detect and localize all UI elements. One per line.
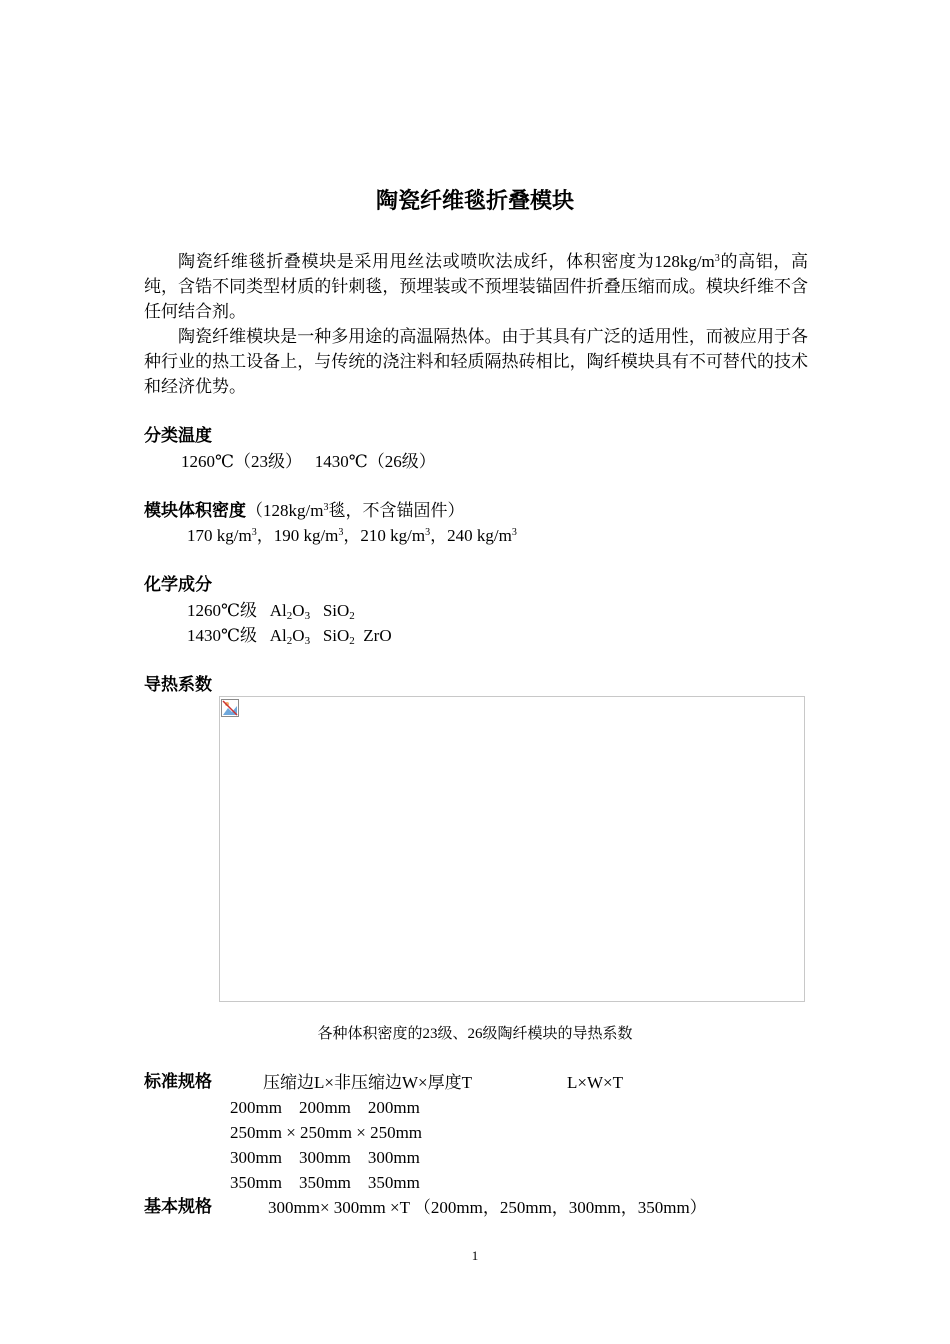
conductivity-heading: 导热系数 <box>144 675 212 695</box>
spec-row-4: 350mm 350mm 350mm <box>230 1173 420 1192</box>
conductivity-image-placeholder <box>219 696 805 1002</box>
density-value-1-sup: 3 <box>251 527 257 538</box>
al-symbol: Al <box>269 601 287 620</box>
density-value-3: 210 kg/m <box>360 526 426 545</box>
intro-paragraph-2: 陶瓷纤维模块是一种多用途的高温隔热体。由于其具有广泛的适用性，而被应用于各种行业的热工设备上，与传统的浇注料和轻质隔热砖相比，陶纤模块具有不可替代的技术和经济优势。 <box>144 327 808 396</box>
classification-heading: 分类温度 <box>144 426 212 446</box>
spec-row-3: 300mm 300mm 300mm <box>230 1148 420 1167</box>
basic-spec-heading: 基本规格 <box>144 1197 212 1217</box>
al-subscript-2: 2 <box>286 635 293 647</box>
density-note <box>246 501 464 520</box>
density-note-a: （128kg/m <box>246 501 324 520</box>
alumina-formula <box>270 601 310 620</box>
density-value-1: 170 kg/m <box>187 526 252 545</box>
alumina-formula-2 <box>270 626 310 645</box>
figure-caption: 各种体积密度的23级、26级陶纤模块的导热系数 <box>317 1026 633 1042</box>
density-heading-line <box>144 498 464 524</box>
intro-p1-text-a: 陶瓷纤维毯折叠模块是采用甩丝法或喷吹法成纤，体积密度为128kg/m <box>178 252 715 271</box>
density-note-b: 毯，不含锚固件） <box>328 501 465 520</box>
density-values <box>187 523 517 548</box>
density-sep-3: ， <box>430 526 448 545</box>
chemistry-grade-1430: 1430℃级 <box>187 626 258 645</box>
chemistry-row-1430 <box>187 623 392 648</box>
silica-formula <box>323 601 355 620</box>
sio-subscript-2: 2 <box>349 635 355 647</box>
chemistry-row-1260 <box>187 598 355 623</box>
intro-p1-superscript: 3 <box>714 253 720 264</box>
density-value-2-sup: 3 <box>338 527 344 538</box>
silica-formula-2 <box>323 626 355 645</box>
o-symbol: O <box>292 601 305 620</box>
density-sep-1: ， <box>256 526 274 545</box>
o-subscript-2: 3 <box>304 635 311 647</box>
page-number: 1 <box>471 1248 479 1263</box>
intro-paragraph-1 <box>144 249 808 324</box>
chemistry-grade-1260: 1260℃级 <box>187 601 258 620</box>
spec-row-2: 250mm × 250mm × 250mm <box>230 1123 423 1142</box>
al-subscript: 2 <box>286 610 293 622</box>
density-value-4: 240 kg/m <box>447 526 512 545</box>
o-symbol-2: O <box>292 626 305 645</box>
classification-values: 1260℃（23级） 1430℃（26级） <box>181 452 436 471</box>
density-value-2: 190 kg/m <box>273 526 339 545</box>
density-value-4-sup: 3 <box>511 527 517 538</box>
broken-image-icon <box>221 699 239 717</box>
density-sep-2: ， <box>343 526 361 545</box>
standard-spec-heading: 标准规格 <box>144 1072 212 1092</box>
chemistry-heading: 化学成分 <box>144 575 212 595</box>
standard-spec-description: 压缩边L×非压缩边W×厚度T <box>263 1073 472 1092</box>
document-title: 陶瓷纤维毯折叠模块 <box>375 189 574 214</box>
al-symbol-2: Al <box>269 626 287 645</box>
standard-spec-formula: L×W×T <box>567 1073 623 1092</box>
sio-subscript: 2 <box>349 610 355 622</box>
sio-symbol-2: SiO <box>322 626 350 645</box>
spec-row-1: 200mm 200mm 200mm <box>230 1098 420 1117</box>
sio-symbol: SiO <box>322 601 350 620</box>
o-subscript: 3 <box>304 610 311 622</box>
density-value-3-sup: 3 <box>425 527 431 538</box>
density-heading: 模块体积密度 <box>144 501 246 521</box>
basic-spec-value: 300mm× 300mm ×T （200mm，250mm，300mm，350mm） <box>268 1198 707 1217</box>
density-note-superscript: 3 <box>323 502 329 513</box>
zirconia-formula: ZrO <box>363 626 392 645</box>
intro-p1-text-b: 的高铝，高纯，含锆不同类型材质的针刺毯，预埋装或不预埋装锚固件折叠压缩而成。模块纤维不含任何结合剂。 <box>144 252 809 321</box>
